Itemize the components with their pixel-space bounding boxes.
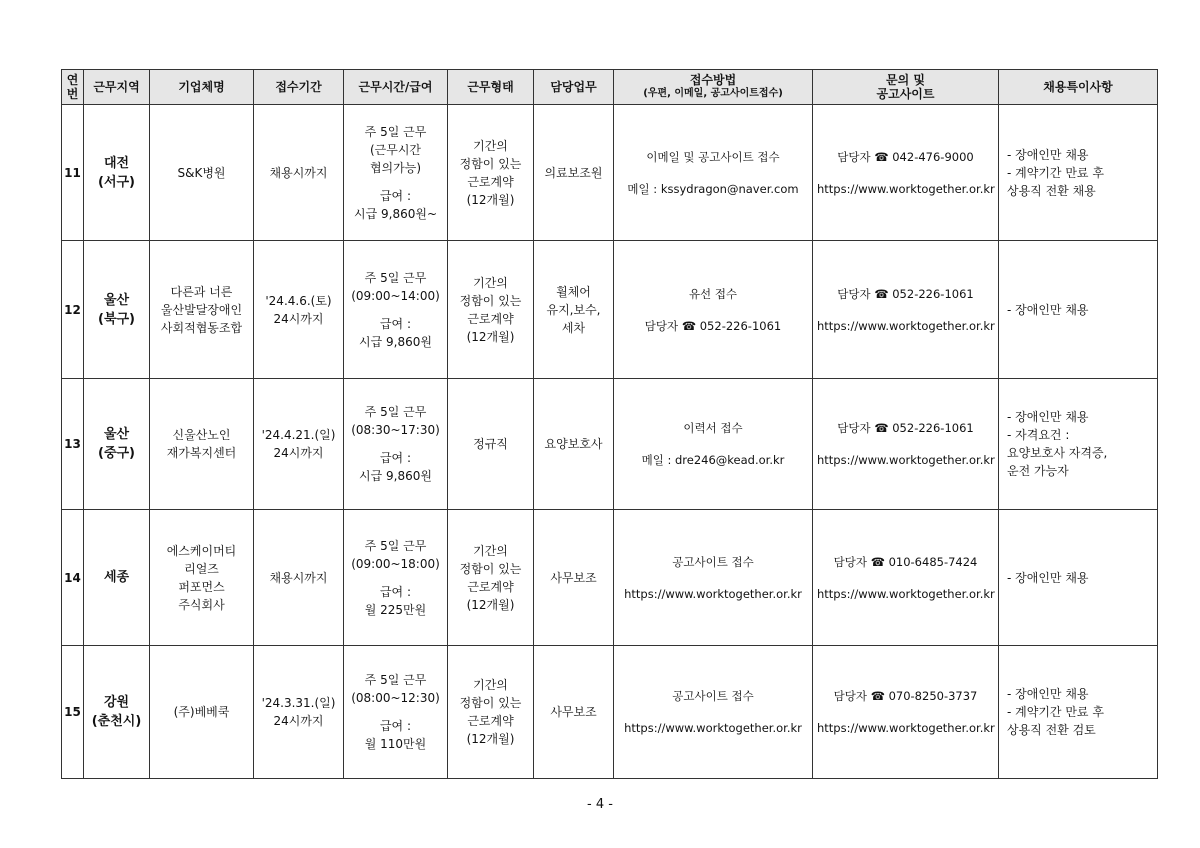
row-type: 기간의 정함이 있는 근로계약 (12개월) <box>448 105 534 241</box>
row-region: 강원 (춘천시) <box>84 646 150 779</box>
row-pay: 급여 : 시급 9,860원 <box>359 316 432 349</box>
row-hours-pay <box>344 510 448 646</box>
row-method <box>614 379 813 510</box>
row-method-main: 공고사이트 접수 <box>672 689 754 703</box>
row-contact <box>813 105 999 241</box>
header-method-title: 접수방법 <box>689 73 737 87</box>
row-notes: - 장애인만 채용 <box>999 510 1158 646</box>
header-method-sub: (우편, 이메일, 공고사이트접수) <box>643 88 783 99</box>
row-hours-pay <box>344 379 448 510</box>
row-method-main: 공고사이트 접수 <box>672 554 754 569</box>
row-hours: 주 5일 근무 (08:00~12:30) <box>351 673 440 705</box>
row-company: (주)베베쿡 <box>150 646 254 779</box>
row-notes: - 장애인만 채용 - 계약기간 만료 후 상용직 전환 검토 <box>999 646 1158 779</box>
row-contact-phone: 담당자 ☎ 052-226-1061 <box>837 286 974 301</box>
row-contact-site: https://www.worktogether.or.kr <box>817 586 995 601</box>
header-no: 연 번 <box>62 70 84 105</box>
row-contact-site: https://www.worktogether.or.kr <box>817 181 995 196</box>
row-contact <box>813 241 999 379</box>
row-method-detail: 담당자 ☎ 052-226-1061 <box>644 318 782 333</box>
row-method-detail: 메일 : kssydragon@naver.com <box>627 181 799 196</box>
row-duty: 요양보호사 <box>534 379 614 510</box>
row-region: 울산 (북구) <box>84 241 150 379</box>
header-region: 근무지역 <box>84 70 150 105</box>
row-method <box>614 105 813 241</box>
row-duty: 사무보조 <box>534 510 614 646</box>
row-company: 신울산노인 재가복지센터 <box>150 379 254 510</box>
row-period: 채용시까지 <box>254 510 344 646</box>
row-pay: 급여 : 월 110만원 <box>364 719 427 751</box>
row-period: '24.4.6.(토) 24시까지 <box>254 241 344 379</box>
row-hours-pay <box>344 105 448 241</box>
row-contact-site: https://www.worktogether.or.kr <box>817 721 995 735</box>
header-duty: 담당업무 <box>534 70 614 105</box>
row-no: 15 <box>62 646 84 779</box>
row-method <box>614 646 813 779</box>
row-contact-phone: 담당자 ☎ 042-476-9000 <box>837 149 974 164</box>
row-contact-phone: 담당자 ☎ 010-6485-7424 <box>833 554 978 569</box>
table-row <box>62 241 1158 379</box>
row-company: S&K병원 <box>150 105 254 241</box>
row-no: 14 <box>62 510 84 646</box>
page-number: - 4 - <box>587 797 613 812</box>
row-region: 울산 (중구) <box>84 379 150 510</box>
table-row <box>62 510 1158 646</box>
row-hours-pay <box>344 241 448 379</box>
row-type: 기간의 정함이 있는 근로계약 (12개월) <box>448 241 534 379</box>
row-method-main: 유선 접수 <box>688 286 738 301</box>
row-method-detail: 메일 : dre246@kead.or.kr <box>641 453 785 467</box>
row-duty: 의료보조원 <box>534 105 614 241</box>
row-period: '24.3.31.(일) 24시까지 <box>254 646 344 779</box>
job-listings-table <box>61 69 1158 779</box>
table-row <box>62 646 1158 779</box>
row-duty: 휠체어 유지,보수, 세차 <box>534 241 614 379</box>
row-company: 다른과 너른 울산발달장애인 사회적협동조합 <box>150 241 254 379</box>
row-pay: 급여 : 시급 9,860원~ <box>354 188 437 221</box>
row-contact-phone: 담당자 ☎ 052-226-1061 <box>837 421 974 435</box>
table-header-row <box>62 70 1158 105</box>
row-region: 세종 <box>84 510 150 646</box>
row-contact <box>813 646 999 779</box>
table-row <box>62 105 1158 241</box>
row-notes: - 장애인만 채용 - 자격요건 : 요양보호사 자격증, 운전 가능자 <box>999 379 1158 510</box>
row-hours: 주 5일 근무 (09:00~18:00) <box>351 538 440 571</box>
row-duty: 사무보조 <box>534 646 614 779</box>
row-company: 에스케이머티 리얼즈 퍼포먼스 주식회사 <box>150 510 254 646</box>
table-row <box>62 379 1158 510</box>
row-hours: 주 5일 근무 (09:00~14:00) <box>351 270 440 303</box>
row-contact-site: https://www.worktogether.or.kr <box>817 453 995 467</box>
row-no: 13 <box>62 379 84 510</box>
row-method-main: 이력서 접수 <box>683 421 743 435</box>
row-period: 채용시까지 <box>254 105 344 241</box>
row-type: 기간의 정함이 있는 근로계약 (12개월) <box>448 646 534 779</box>
header-type: 근무형태 <box>448 70 534 105</box>
row-type: 정규직 <box>448 379 534 510</box>
header-method <box>614 70 813 105</box>
row-contact-phone: 담당자 ☎ 070-8250-3737 <box>833 689 978 703</box>
header-company: 기업체명 <box>150 70 254 105</box>
header-hours-pay: 근무시간/급여 <box>344 70 448 105</box>
row-contact-site: https://www.worktogether.or.kr <box>817 318 995 333</box>
row-contact <box>813 510 999 646</box>
row-no: 12 <box>62 241 84 379</box>
row-hours: 주 5일 근무 (08:30~17:30) <box>351 405 440 437</box>
header-contact: 문의 및 공고사이트 <box>813 70 999 105</box>
row-method-main: 이메일 및 공고사이트 접수 <box>646 149 780 164</box>
row-method-detail: https://www.worktogether.or.kr <box>624 586 802 601</box>
row-method <box>614 241 813 379</box>
row-pay: 급여 : 시급 9,860원 <box>359 451 432 483</box>
row-no: 11 <box>62 105 84 241</box>
row-notes: - 장애인만 채용 - 계약기간 만료 후 상용직 전환 채용 <box>999 105 1158 241</box>
row-period: '24.4.21.(일) 24시까지 <box>254 379 344 510</box>
row-type: 기간의 정함이 있는 근로계약 (12개월) <box>448 510 534 646</box>
row-hours: 주 5일 근무 (근무시간 협의가능) <box>364 124 427 175</box>
row-region: 대전 (서구) <box>84 105 150 241</box>
row-hours-pay <box>344 646 448 779</box>
row-contact <box>813 379 999 510</box>
row-pay: 급여 : 월 225만원 <box>364 584 427 617</box>
row-notes: - 장애인만 채용 <box>999 241 1158 379</box>
row-method-detail: https://www.worktogether.or.kr <box>624 721 802 735</box>
row-method <box>614 510 813 646</box>
header-notes: 채용특이사항 <box>999 70 1158 105</box>
header-period: 접수기간 <box>254 70 344 105</box>
